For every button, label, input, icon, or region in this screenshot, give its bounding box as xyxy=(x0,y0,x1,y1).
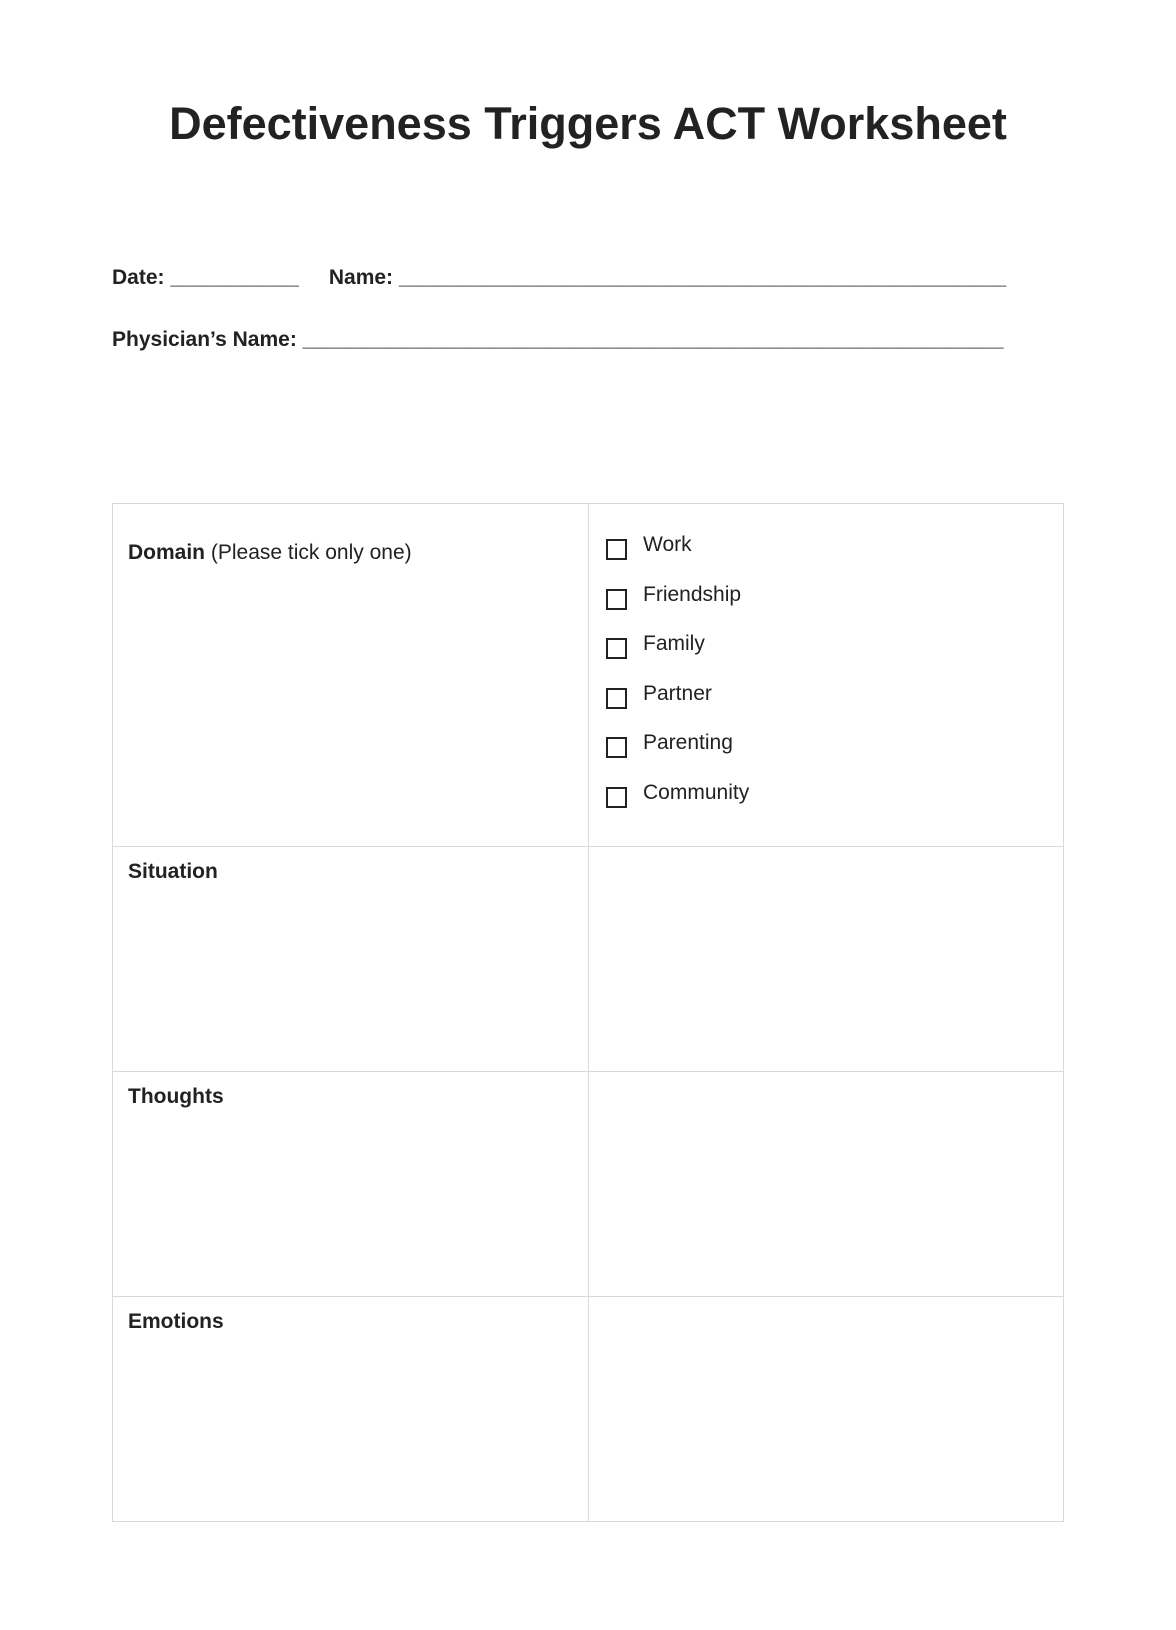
situation-row xyxy=(113,847,1064,1072)
domain-option-work[interactable] xyxy=(606,532,1063,582)
domain-label: Domain xyxy=(128,541,206,564)
emotions-label-cell xyxy=(113,1297,589,1522)
thoughts-label-cell xyxy=(113,1072,589,1297)
page-title: Defectiveness Triggers ACT Worksheet xyxy=(169,98,1007,149)
domain-options-cell xyxy=(589,504,1064,847)
thoughts-answer-cell[interactable] xyxy=(589,1072,1064,1297)
name-label: Name: xyxy=(328,266,394,289)
domain-note: (Please tick only one) xyxy=(210,541,412,564)
situation-answer-cell[interactable] xyxy=(589,847,1064,1072)
domain-option-community[interactable] xyxy=(606,780,1063,830)
thoughts-row xyxy=(113,1072,1064,1297)
worksheet-table xyxy=(112,503,1064,1522)
option-label: Friendship xyxy=(643,582,742,606)
situation-label: Situation xyxy=(128,860,218,883)
physician-row xyxy=(112,327,1003,353)
domain-option-partner[interactable] xyxy=(606,681,1063,731)
option-label: Parenting xyxy=(643,731,733,754)
date-field[interactable]: ___________ xyxy=(170,266,299,289)
date-label: Date: xyxy=(112,266,165,289)
option-label: Family xyxy=(643,632,705,655)
emotions-answer-cell[interactable] xyxy=(589,1297,1064,1522)
thoughts-label: Thoughts xyxy=(128,1085,224,1108)
option-label: Partner xyxy=(643,681,712,705)
date-name-row xyxy=(112,265,1006,291)
name-field[interactable]: ____________________________________________________ xyxy=(398,266,1007,289)
domain-option-family[interactable] xyxy=(606,631,1063,681)
checkbox[interactable] xyxy=(606,638,627,659)
checkbox[interactable] xyxy=(606,787,627,808)
option-label: Work xyxy=(643,533,692,556)
domain-label-cell xyxy=(113,504,589,847)
option-label: Community xyxy=(643,780,750,804)
physician-label: Physician’s Name: xyxy=(112,328,297,351)
domain-option-parenting[interactable] xyxy=(606,730,1063,780)
checkbox[interactable] xyxy=(606,589,627,610)
domain-row xyxy=(113,504,1064,847)
emotions-label: Emotions xyxy=(128,1310,224,1333)
domain-option-friendship[interactable] xyxy=(606,582,1063,632)
domain-options-list xyxy=(589,504,1063,829)
checkbox[interactable] xyxy=(606,737,627,758)
situation-label-cell xyxy=(113,847,589,1072)
checkbox[interactable] xyxy=(606,539,627,560)
checkbox[interactable] xyxy=(606,688,627,709)
emotions-row xyxy=(113,1297,1064,1522)
physician-name-field[interactable]: ____________________________________________________________ xyxy=(302,328,1004,351)
